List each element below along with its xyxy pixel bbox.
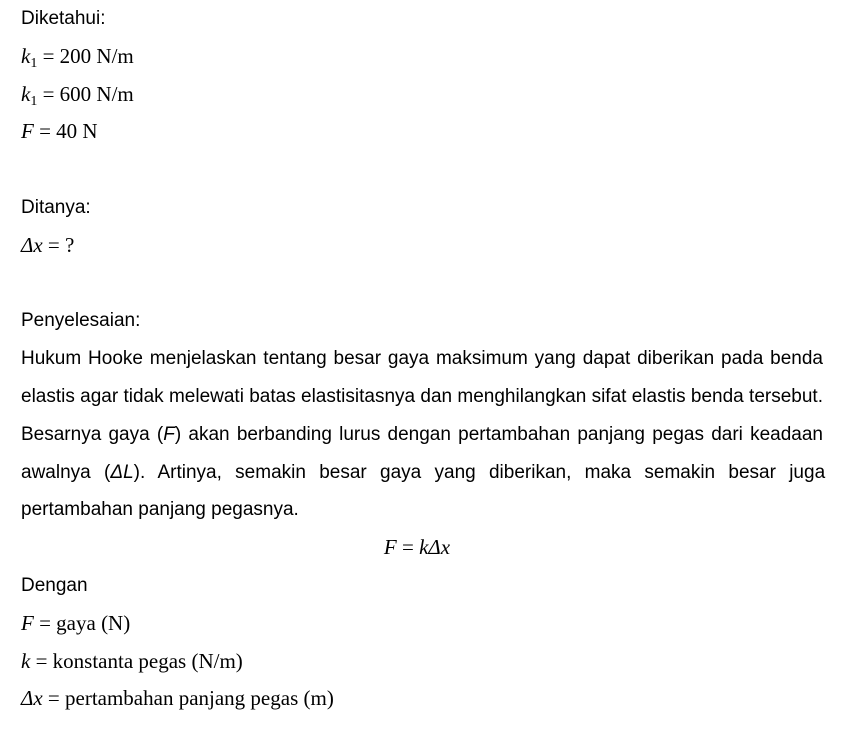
def-force-symbol: F [21,610,34,635]
def-k-equals: = [30,648,53,673]
definition-delta-x [21,680,823,718]
paragraph-line-3-a: Besarnya gaya ( [21,423,164,445]
spacer [21,265,823,303]
paragraph-var-delta-l: ΔL [110,461,134,483]
k1-symbol: k [21,43,31,68]
k2-subscript: 1 [30,93,38,109]
paragraph-line-3 [21,416,823,454]
k2-equals: = [37,81,60,106]
paragraph-var-f: F [163,423,175,445]
k1-subscript: 1 [30,55,38,71]
formula-equals: = [396,535,420,560]
paragraph-line-2: elastis agar tidak melewati batas elastisitasnya dan menghilangkan sifat elastis benda tersebut. [21,385,823,407]
k1-equals: = [37,43,60,68]
paragraph-line-4-b: ). Artinya, semakin besar gaya yang diberikan, maka semakin besar juga [133,461,826,483]
def-delta-x-equals: = [42,686,65,711]
known-k1-equation [21,38,823,76]
paragraph-line-4-a: awalnya ( [21,461,111,483]
def-force-equals: = [33,610,57,635]
spacer [21,151,823,189]
k1-value: 200 N/m [59,43,134,68]
asked-equals: = [42,232,65,257]
asked-value: ? [65,232,75,257]
force-symbol: F [21,119,34,144]
k2-symbol: k [21,81,31,106]
paragraph-line-5: pertambahan panjang pegasnya. [21,499,299,521]
paragraph-line-1: Hukum Hooke menjelaskan tentang besar gaya maksimum yang dapat diberikan pada benda [21,348,823,370]
paragraph-line-4 [21,454,826,492]
def-force-text: gaya (N) [56,610,131,635]
def-k-text: konstanta pegas (N/m) [52,648,243,673]
definition-spring-constant [21,643,823,681]
def-delta-x-text: pertambahan panjang pegas (m) [65,686,334,711]
def-k-symbol: k [21,648,31,673]
asked-equation [21,227,823,265]
known-force-equation [21,113,823,151]
known-k2-equation [21,76,823,114]
paragraph-line-3-b: ) akan berbanding lurus dengan pertambahan panjang pegas dari keadaan [174,423,823,445]
formula-rhs: kΔx [419,535,451,560]
force-equals: = [33,119,57,144]
solution-heading: Penyelesaian: [21,310,141,332]
definition-force [21,605,823,643]
def-delta-x-symbol: Δx [21,686,43,711]
k2-value: 600 N/m [59,81,134,106]
asked-heading: Ditanya: [21,196,91,218]
with-label: Dengan [21,574,88,596]
hooke-formula [21,529,823,567]
force-value: 40 N [56,119,98,144]
delta-x-symbol: Δx [21,232,43,257]
formula-lhs: F [383,535,397,560]
known-heading: Diketahui: [21,8,106,29]
